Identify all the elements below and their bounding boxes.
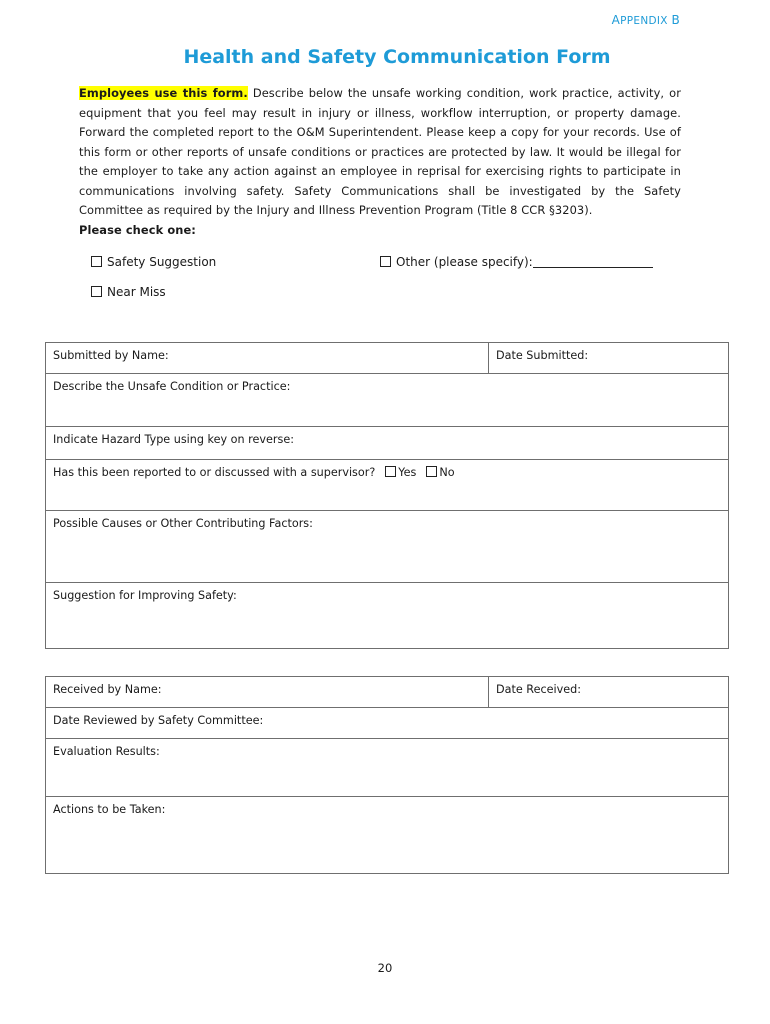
near-miss-label: Near Miss [107,285,166,299]
intro-body: Describe below the unsafe working condition, work practice, activity, or equipment that you feel may result in injury or illness, workflow interruption, or property damage. Forward the completed report to the O&M Superintendent. Please keep a copy for your records. Use of this form or other reports of unsafe conditions or practices are protected by law. It would be illegal for the employer to take any action against an employee in reprisal for exercising rights to participate in communications involving safety. Safety Communications shall be investigated by the Safety Committee as required by the Injury and Illness Prevention Program (Title 8 CCR §3203). [79,86,681,217]
received-by-label: Received by Name: [53,683,162,696]
other-label: Other (please specify): [396,255,533,269]
intro-paragraph [79,84,681,240]
actions-label: Actions to be Taken: [53,803,166,816]
option-other[interactable] [380,255,653,269]
other-specify-line[interactable] [533,255,653,268]
describe-condition-field[interactable] [46,374,729,427]
appendix-letter: B [671,13,680,27]
form-title: Health and Safety Communication Form [183,46,611,68]
describe-condition-label: Describe the Unsafe Condition or Practice: [53,380,291,393]
intro-highlight: Employees use this form. [79,86,248,100]
option-near-miss[interactable] [91,285,166,299]
near-miss-checkbox[interactable] [91,286,102,297]
suggestion-field[interactable] [46,583,729,649]
date-received-field[interactable] [489,677,729,708]
possible-causes-label: Possible Causes or Other Contributing Factors: [53,517,313,530]
no-label: No [439,466,455,479]
date-reviewed-label: Date Reviewed by Safety Committee: [53,714,264,727]
submitted-by-label: Submitted by Name: [53,349,169,362]
appendix-rest: PPENDIX [620,15,668,27]
supervisor-question-row [46,460,729,511]
safety-suggestion-label: Safety Suggestion [107,255,217,269]
possible-causes-field[interactable] [46,511,729,583]
supervisor-question-label: Has this been reported to or discussed with a supervisor? [53,466,376,479]
page-number: 20 [377,961,393,975]
hazard-type-field[interactable] [46,427,729,460]
date-reviewed-field[interactable] [46,708,729,739]
date-submitted-label: Date Submitted: [496,349,589,362]
appendix-first-letter: A [611,13,621,27]
date-received-label: Date Received: [496,683,581,696]
appendix-label [612,13,680,27]
evaluation-label: Evaluation Results: [53,745,160,758]
no-checkbox[interactable] [426,466,437,477]
review-table [45,676,729,874]
suggestion-label: Suggestion for Improving Safety: [53,589,237,602]
evaluation-field[interactable] [46,739,729,797]
report-table [45,342,729,649]
safety-suggestion-checkbox[interactable] [91,256,102,267]
yes-label: Yes [398,466,417,479]
check-prompt: Please check one: [79,222,196,237]
actions-field[interactable] [46,797,729,874]
other-checkbox[interactable] [380,256,391,267]
received-by-field[interactable] [46,677,489,708]
yes-checkbox[interactable] [385,466,396,477]
hazard-type-label: Indicate Hazard Type using key on reverse: [53,433,294,446]
submitted-by-field[interactable] [46,343,489,374]
option-safety-suggestion[interactable] [91,255,216,269]
date-submitted-field[interactable] [489,343,729,374]
